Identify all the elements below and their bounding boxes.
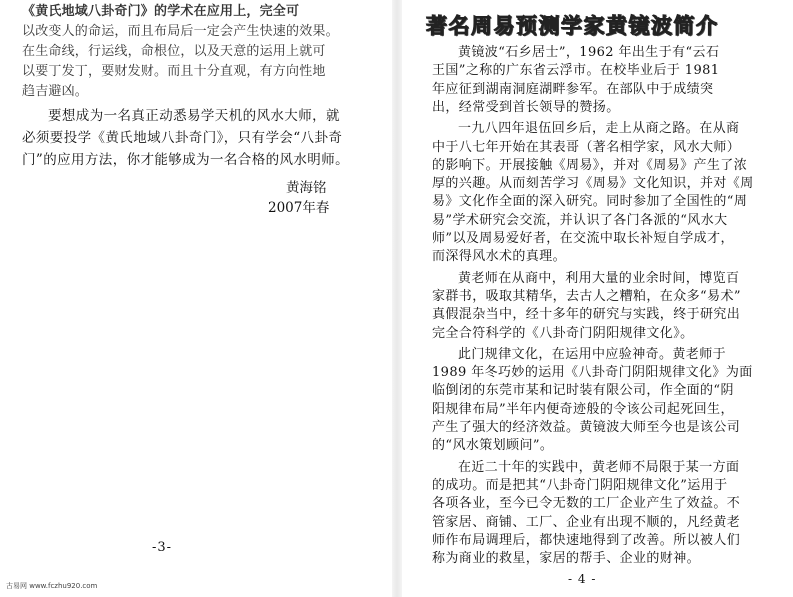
book-gutter (392, 0, 402, 597)
right-line-27: 师作布局调理后，都快速地得到了改善。所以被人们 (432, 532, 741, 548)
right-line-18: 1989 年冬巧妙的运用《八卦奇门阴阳规律文化》为面 (432, 365, 753, 381)
left-page (0, 0, 392, 597)
right-line-17: 此门规律文化，在运用中应验神奇。黄老师于 (458, 346, 727, 362)
right-line-3: 年应征到湖南洞庭湖畔参军。在部队中于成绩突 (432, 81, 714, 97)
footer-watermark: 古易网 www.fczhu920.com (6, 582, 98, 590)
right-line-28: 称为商业的救星，家居的帮手、企业的财神。 (432, 551, 701, 567)
right-line-23: 在近二十年的实践中，黄老师不局限于某一方面 (458, 459, 740, 475)
left-line-2: 以改变人的命运，而且布局后一定会产生快速的效果。 (22, 24, 339, 39)
left-line-6: 要想成为一名真正动悉易学天机的风水大师，就 (48, 108, 340, 124)
right-line-6: 中于八七年开始在其表哥（著名相学家，风水大师） (432, 139, 741, 155)
page-number-left: -3- (152, 540, 173, 555)
right-line-13: 黄老师在从商中，利用大量的业余时间，博览百 (458, 270, 740, 286)
right-line-12: 而深得风水术的真理。 (432, 249, 567, 265)
right-line-15: 真假混杂当中，经十多年的研究与实践，终于研究出 (432, 307, 741, 323)
right-line-10: 易”学术研究会交流，并认识了各门各派的“风水大 (432, 212, 728, 228)
left-line-8: 门”的应用方法，你才能够成为一名合格的风水明师。 (22, 152, 350, 168)
left-line-5: 趋吉避凶。 (22, 84, 89, 99)
left-line-4: 以要丁发丁，要财发财。而且十分直观，有方向性地 (22, 64, 326, 79)
right-line-8: 厚的兴趣。从而刻苦学习《周易》文化知识，并对《周 (432, 176, 754, 192)
right-line-9: 易》文化作全面的深入研究。同时参加了全国性的“周 (432, 194, 748, 210)
page-number-right: - 4 - (568, 572, 597, 587)
right-line-16: 完全合符科学的《八卦奇门阴阳规律文化》。 (432, 325, 694, 341)
right-line-22: 的“风水策划顾问”。 (432, 438, 554, 454)
right-line-20: 阳规律布局”半年内便奇迹般的令该公司起死回生， (432, 401, 734, 417)
right-line-19: 临倒闭的东莞市某和记时装有限公司，作全面的“阴 (432, 383, 734, 399)
left-line-1: 《黄氏地域八卦奇门》的学术在应用上，完全可 (22, 4, 300, 19)
left-line-3: 在生命线，行运线，命根位，以及天意的运用上就可 (22, 44, 326, 59)
signature-date: 2007年春 (268, 200, 330, 216)
right-line-26: 管家居、商铺、工厂、企业有出现不顺的，凡经黄老 (432, 514, 741, 530)
signature-name: 黄海铭 (286, 180, 327, 196)
right-line-11: 师”以及周易爱好者，在交流中取长补短自学成才， (432, 231, 734, 246)
right-line-25: 各项各业，至今已令无数的工厂企业产生了效益。不 (432, 496, 741, 512)
right-line-14: 家群书，吸取其精华，去古人之糟粕，在众多“易术” (432, 288, 741, 304)
right-line-1: 黄镜波“石乡居士”，1962 年出生于有“云石 (458, 45, 720, 60)
right-line-5: 一九八四年退伍回乡后，走上从商之路。在从商 (458, 121, 740, 137)
right-page (402, 0, 793, 597)
right-line-2: 王国”之称的广东省云浮市。在校毕业后于 1981 (432, 63, 720, 79)
right-line-24: 的成功。而是把其“八卦奇门阴阳规律文化”运用于 (432, 477, 728, 493)
left-line-7: 必须要投学《黄氏地域八卦奇门》，只有学会“八卦奇 (22, 130, 343, 146)
right-line-7: 的影响下。开展接触《周易》，并对《周易》产生了浓 (432, 157, 748, 173)
right-line-4: 出，经常受到首长领导的赞扬。 (432, 99, 620, 115)
right-line-21: 产生了强大的经济效益。黄镜波大师至今也是该公司 (432, 420, 741, 435)
article-title: 著名周易预测学家黄镜波简介 (426, 14, 719, 38)
